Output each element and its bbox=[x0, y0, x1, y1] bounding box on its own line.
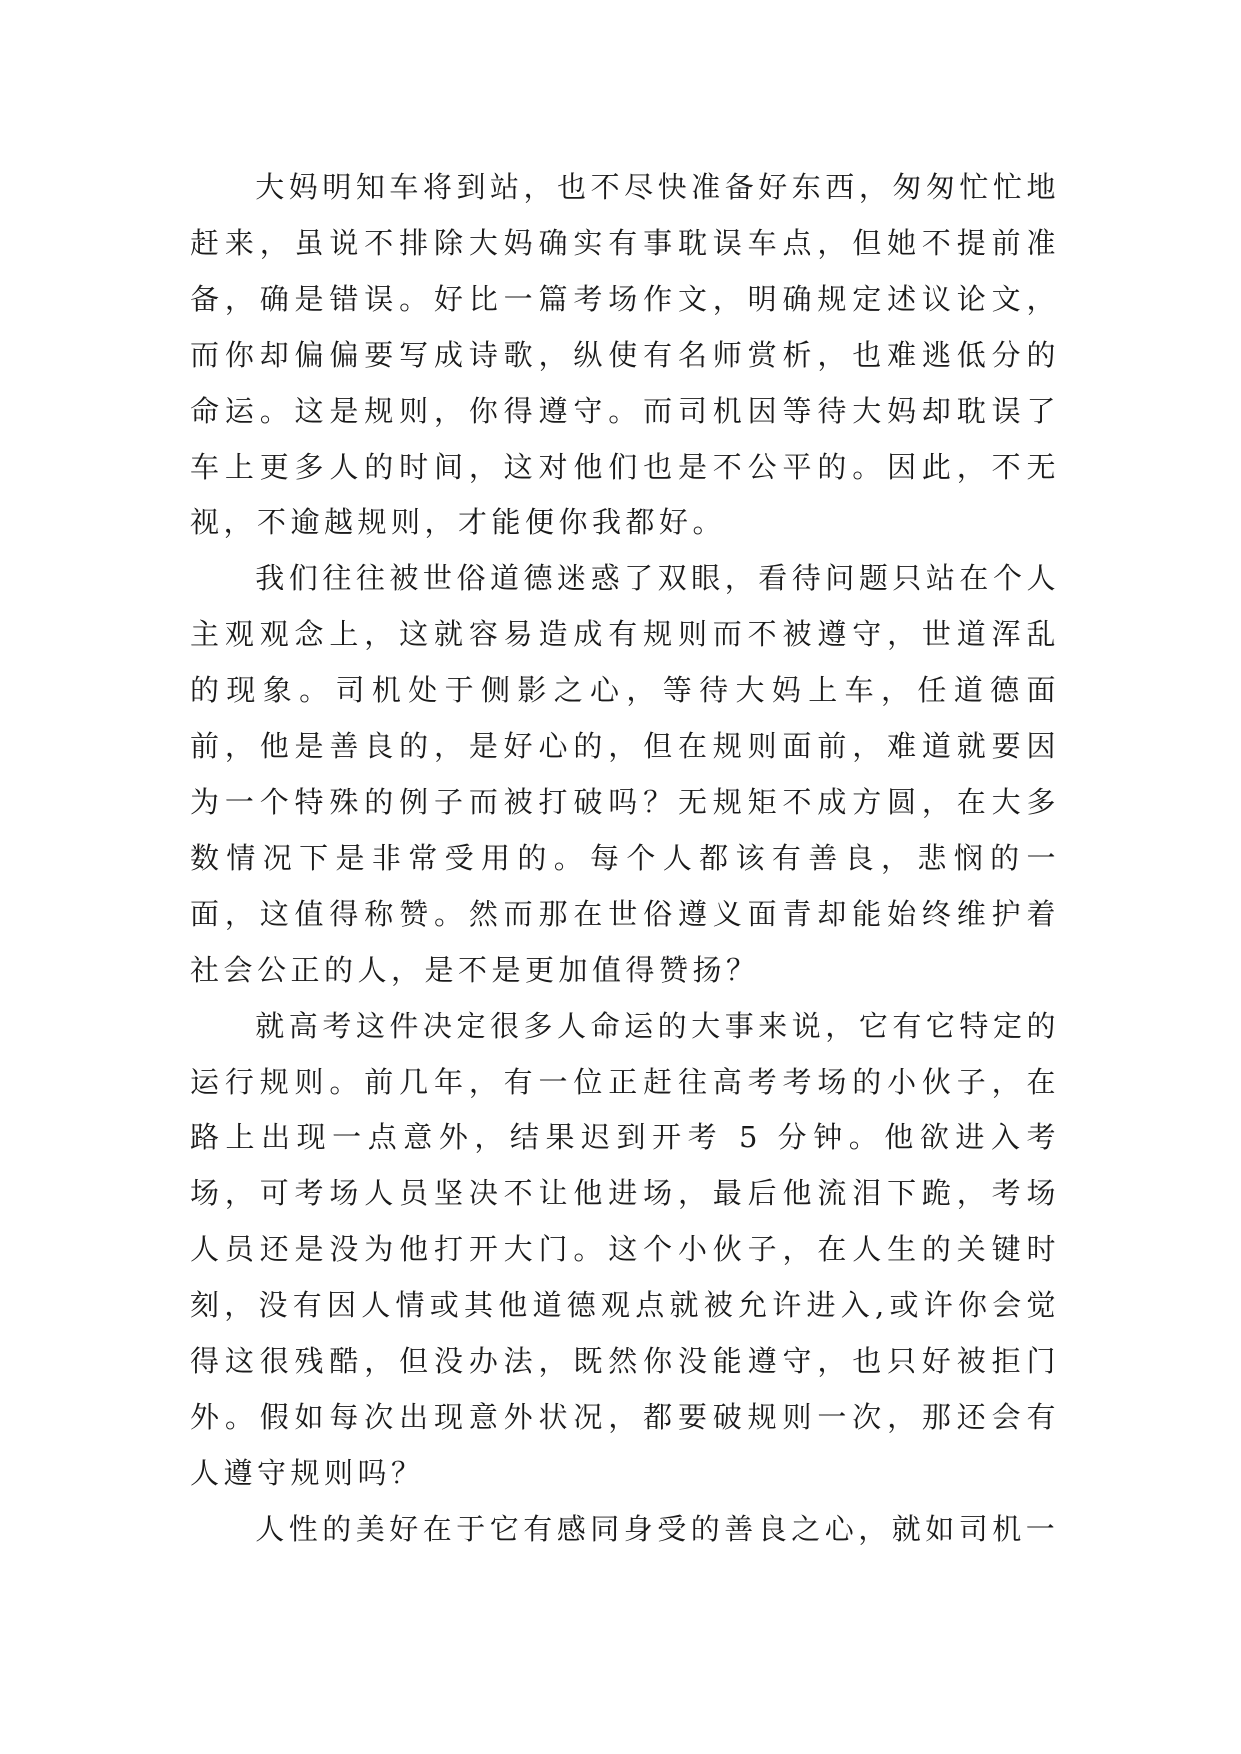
essay-body bbox=[190, 160, 1060, 1558]
paragraph-gaokao-example: 就高考这件决定很多人命运的大事来说，它有它特定的运行规则。前几年，有一位正赶往高考考场的小伙子，在路上出现一点意外，结果迟到开考 5 分钟。他欲进入考场，可考场人员坚决不让他进场，最后他流泪下跪，考场人员还是没为他打开大门。这个小伙子，在人生的关键时刻，没有因人情或其他道德观点就被允许进入,或许你会觉得这很残酷，但没办法，既然你没能遵守，也只好被拒门外。假如每次出现意外状况，都要破规则一次，那还会有人遵守规则吗？ bbox=[190, 1008, 1060, 1490]
paragraph-human-kindness: 人性的美好在于它有感同身受的善良之心，就如司机一 bbox=[255, 1511, 1060, 1546]
paragraph-secular-morality: 我们往往被世俗道德迷惑了双眼，看待问题只站在个人主观观念上，这就容易造成有规则而不被遵守，世道浑乱的现象。司机处于侧影之心，等待大妈上车，任道德面前，他是善良的，是好心的，但在规则面前，难道就要因为一个特殊的例子而被打破吗？无规矩不成方圆，在大多数情况下是非常受用的。每个人都该有善良，悲悯的一面，这值得称赞。然而那在世俗遵义面青却能始终维护着社会公正的人，是不是更加值得赞扬？ bbox=[190, 561, 1060, 987]
paragraph-rules-bus-driver: 大妈明知车将到站，也不尽快准备好东西，匆匆忙忙地赶来，虽说不排除大妈确实有事耽误车点，但她不提前准备，确是错误。好比一篇考场作文，明确规定述议论文，而你却偏偏要写成诗歌，纵使有名师赏析，也难逃低分的命运。这是规则，你得遵守。而司机因等待大妈却耽误了车上更多人的时间，这对他们也是不公平的。因此，不无视，不逾越规则，才能便你我都好。 bbox=[190, 170, 1060, 540]
